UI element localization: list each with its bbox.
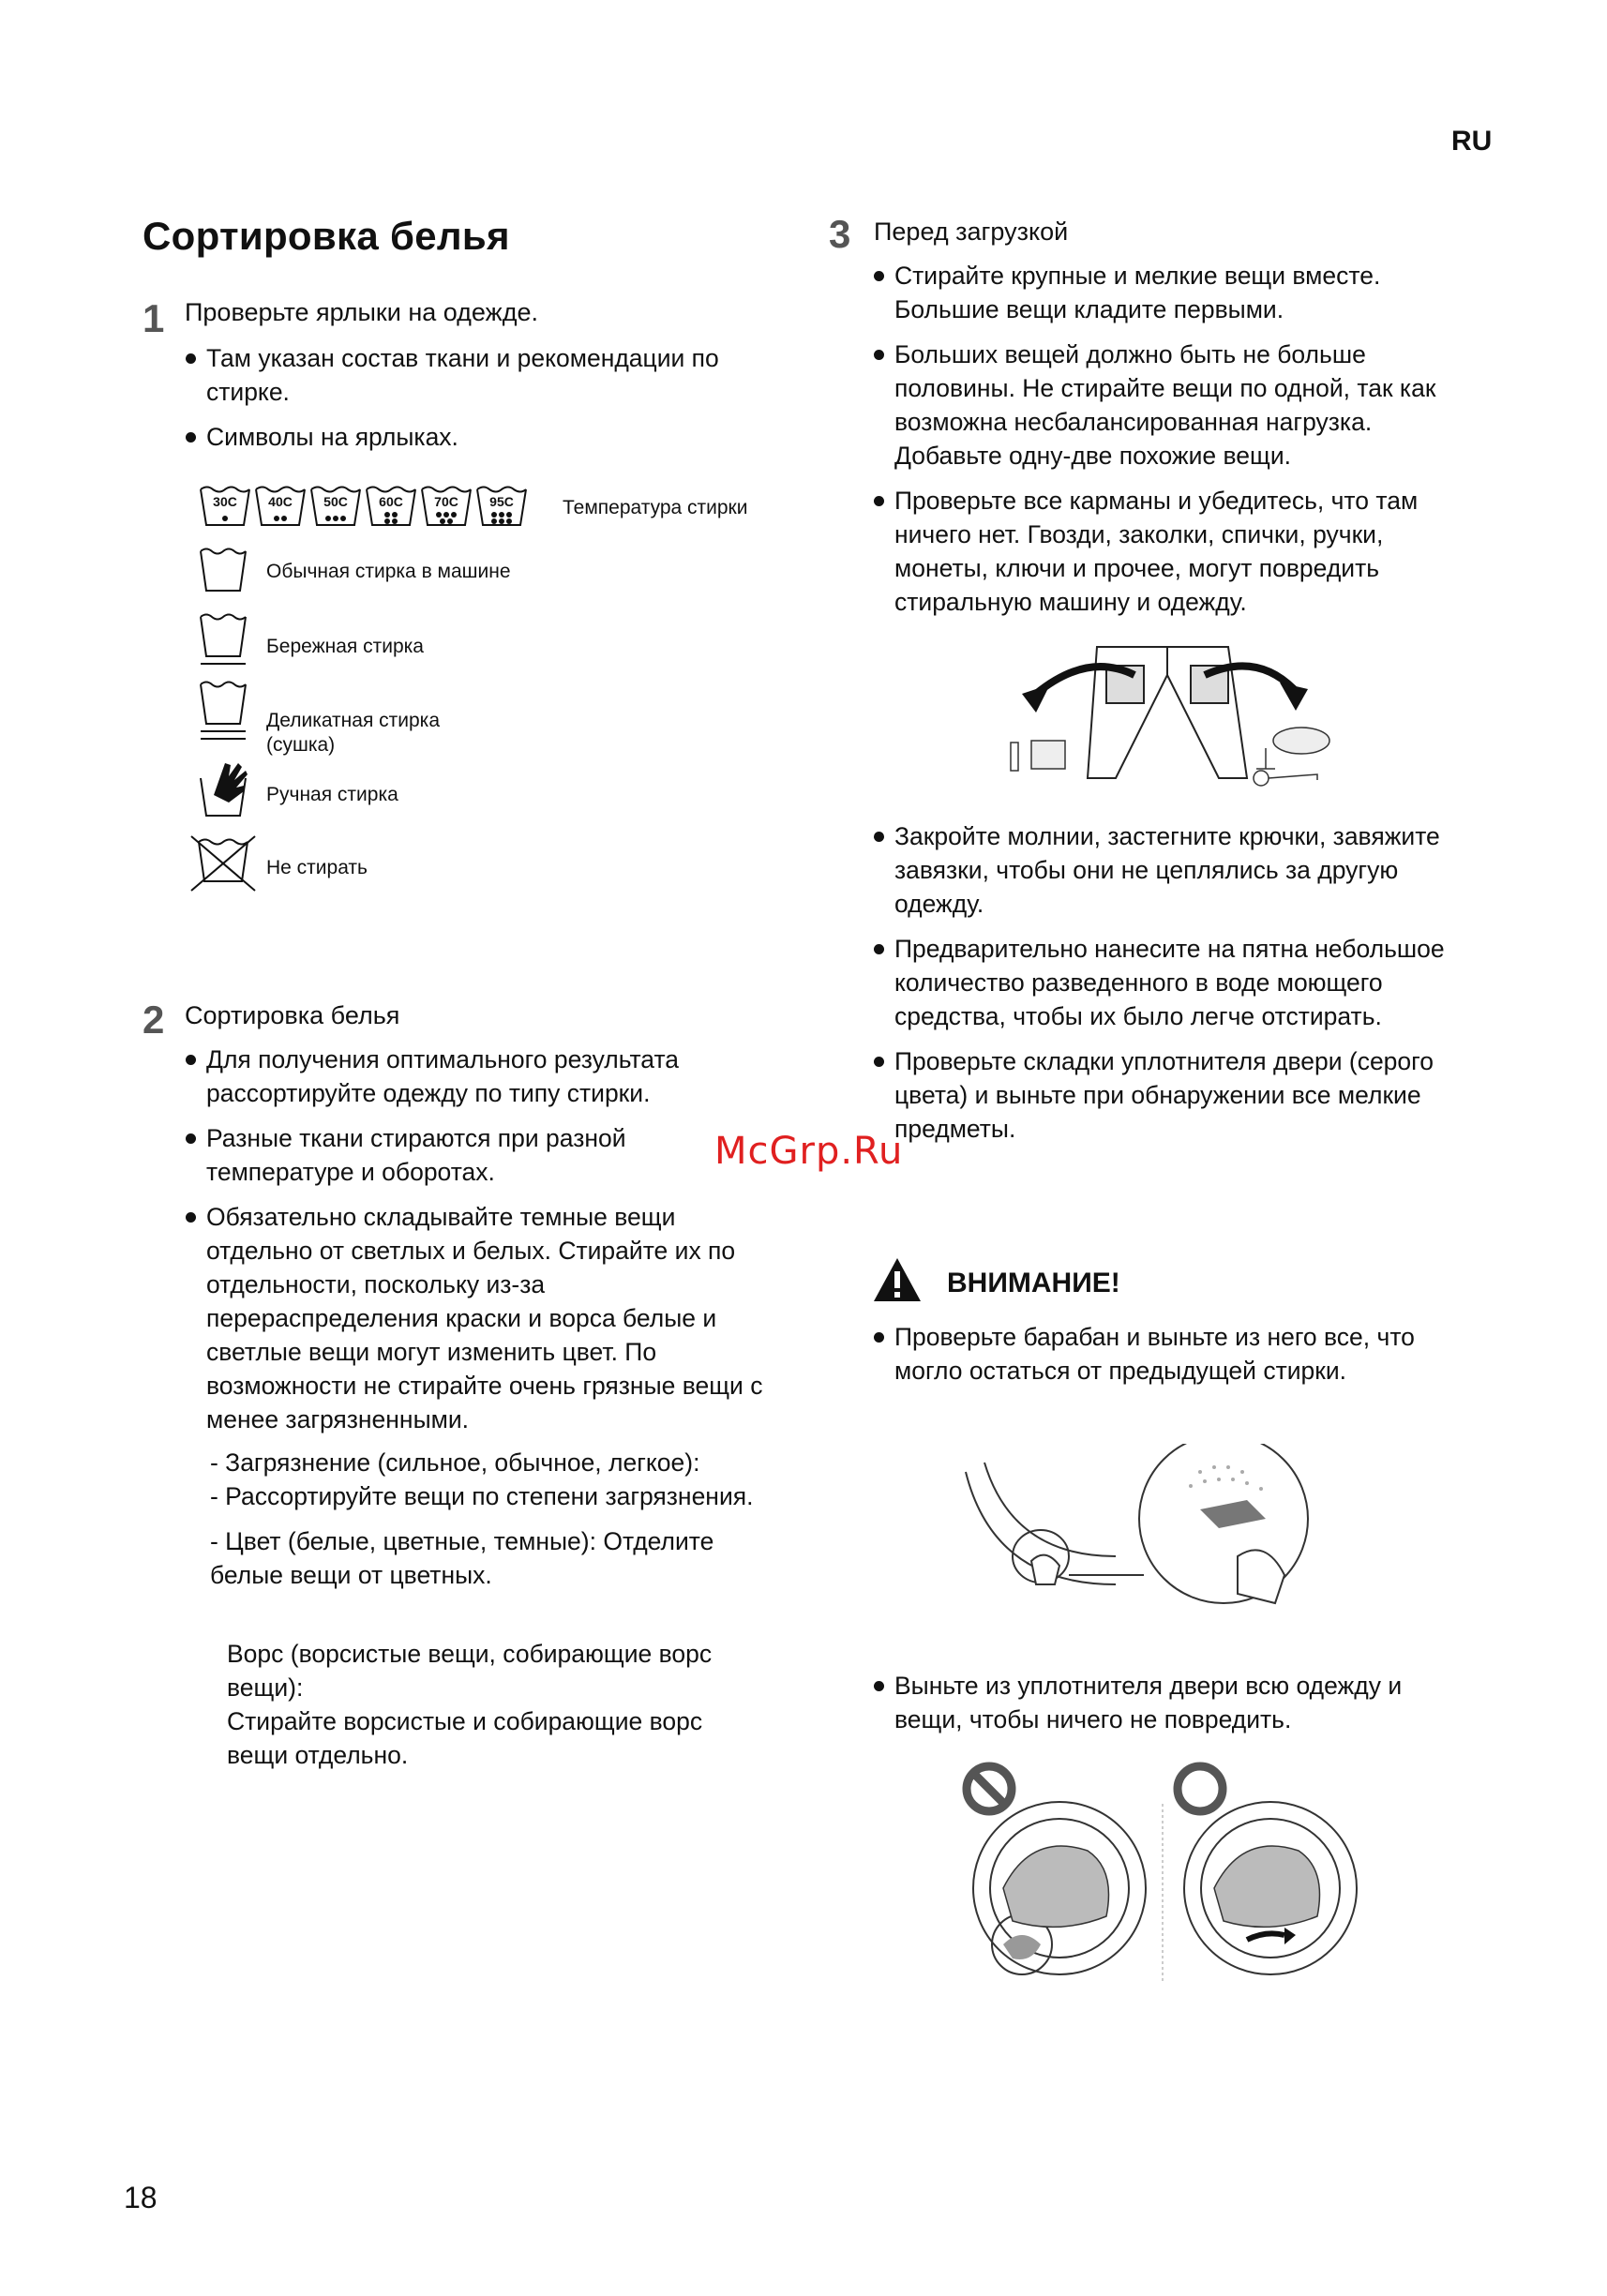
temp-label: 40C — [268, 494, 293, 509]
temp-label: 50C — [323, 494, 348, 509]
allowed-icon — [1178, 1766, 1223, 1811]
list-item: - Загрязнение (сильное, обычное, легкое): — [210, 1448, 700, 1477]
list-item: Там указан состав ткани и рекомендации по стирке. — [184, 341, 765, 409]
watermark: McGrp.Ru — [714, 1130, 904, 1173]
delicate-wash-icon — [197, 675, 249, 750]
list-item: Разные ткани стираются при разной температуре и оборотах. — [184, 1121, 774, 1189]
temperature-label: Температура стирки — [563, 497, 748, 518]
symbol-label: Обычная стирка в машине — [266, 561, 511, 582]
pockets-illustration — [994, 638, 1350, 788]
list-item: Обязательно складывайте темные вещи отдельно от светлых и белых. Стирайте их по отдельности, поскольку из-за перераспределения краски и ворса белые и светлые вещи могут изменить цвет. По возможности не стирайте очень грязные вещи с менее загрязненными. — [184, 1200, 774, 1436]
list-item: Больших вещей должно быть не больше половины. Не стирайте вещи по одной, так как возможна несбалансированная нагрузка. Добавьте одну-две похожие вещи. — [872, 338, 1472, 473]
hand-wash-icon — [197, 758, 253, 823]
step-2-heading: Сортировка белья — [185, 1001, 400, 1029]
temp-label: 30C — [213, 494, 237, 509]
lint-note — [227, 1637, 752, 1772]
page-title: Сортировка белья — [143, 214, 510, 258]
warning-title: ВНИМАНИЕ! — [947, 1268, 1120, 1298]
step-1-heading: Проверьте ярлыки на одежде. — [185, 298, 538, 326]
page-number: 18 — [124, 2181, 158, 2214]
step-2-number: 2 — [143, 998, 165, 1042]
step-3-heading: Перед загрузкой — [874, 218, 1069, 246]
step-1-bullets — [184, 341, 765, 465]
list-item: Для получения оптимального результата рассортируйте одежду по типу стирки. — [184, 1043, 774, 1110]
gentle-wash-icon — [197, 608, 249, 673]
drum-illustration — [956, 1444, 1331, 1631]
step-2-bullets — [184, 1043, 774, 1448]
list-item: Стирайте крупные и мелкие вещи вместе. Большие вещи кладите первыми. — [872, 259, 1472, 326]
list-item: Проверьте складки уплотнителя двери (серого цвета) и выньте при обнаружении все мелкие предметы. — [872, 1044, 1472, 1146]
symbol-label: Ручная стирка — [266, 784, 398, 805]
warning-bullets-2 — [872, 1669, 1472, 1748]
lint-heading: Ворс (ворсистые вещи, собирающие ворс вещи): — [227, 1640, 713, 1702]
language-code: RU — [1451, 126, 1493, 157]
warning-icon — [872, 1256, 923, 1303]
temp-label: 95C — [489, 494, 514, 509]
list-item: - Цвет (белые, цветные, темные): Отделите белые вещи от цветных. — [210, 1527, 714, 1589]
temp-label: 70C — [434, 494, 458, 509]
temperature-symbols — [199, 484, 536, 531]
temp-label: 60C — [379, 494, 403, 509]
symbol-label: Не стирать — [266, 857, 368, 878]
list-item: Проверьте все карманы и убедитесь, что там ничего нет. Гвозди, заколки, спички, ручки, монеты, ключи и прочее, могут повредить стиральную машину и одежду. — [872, 484, 1472, 619]
warning-bullets — [872, 1320, 1472, 1399]
symbol-label: Деликатная стирка (сушка) — [266, 710, 441, 756]
machine-wash-icon — [197, 542, 249, 594]
list-item: Проверьте барабан и выньте из него все, что могло остаться от предыдущей стирки. — [872, 1320, 1472, 1388]
step-1-number: 1 — [143, 296, 165, 340]
lint-text: Стирайте ворсистые и собирающие ворс вещи отдельно. — [227, 1707, 703, 1769]
list-item: Символы на ярлыках. — [184, 420, 765, 454]
step-2-subitems — [210, 1446, 754, 1603]
step-3-number: 3 — [829, 212, 851, 256]
symbol-label: Бережная стирка — [266, 636, 424, 657]
door-seal-illustration — [947, 1757, 1359, 1991]
prohibited-icon — [967, 1766, 1012, 1811]
list-item: - Рассортируйте вещи по степени загрязнения. — [210, 1482, 754, 1510]
list-item: Выньте из уплотнителя двери всю одежду и вещи, чтобы ничего не повредить. — [872, 1669, 1472, 1736]
step-3-bullets-top — [872, 259, 1472, 630]
do-not-wash-icon — [188, 833, 259, 894]
list-item: Предварительно нанесите на пятна небольшое количество разведенного в воде моющего средства, чтобы их было легче отстирать. — [872, 932, 1472, 1033]
step-3-bullets-mid — [872, 819, 1472, 1157]
list-item: Закройте молнии, застегните крючки, завяжите завязки, чтобы они не цеплялись за другую одежду. — [872, 819, 1472, 921]
